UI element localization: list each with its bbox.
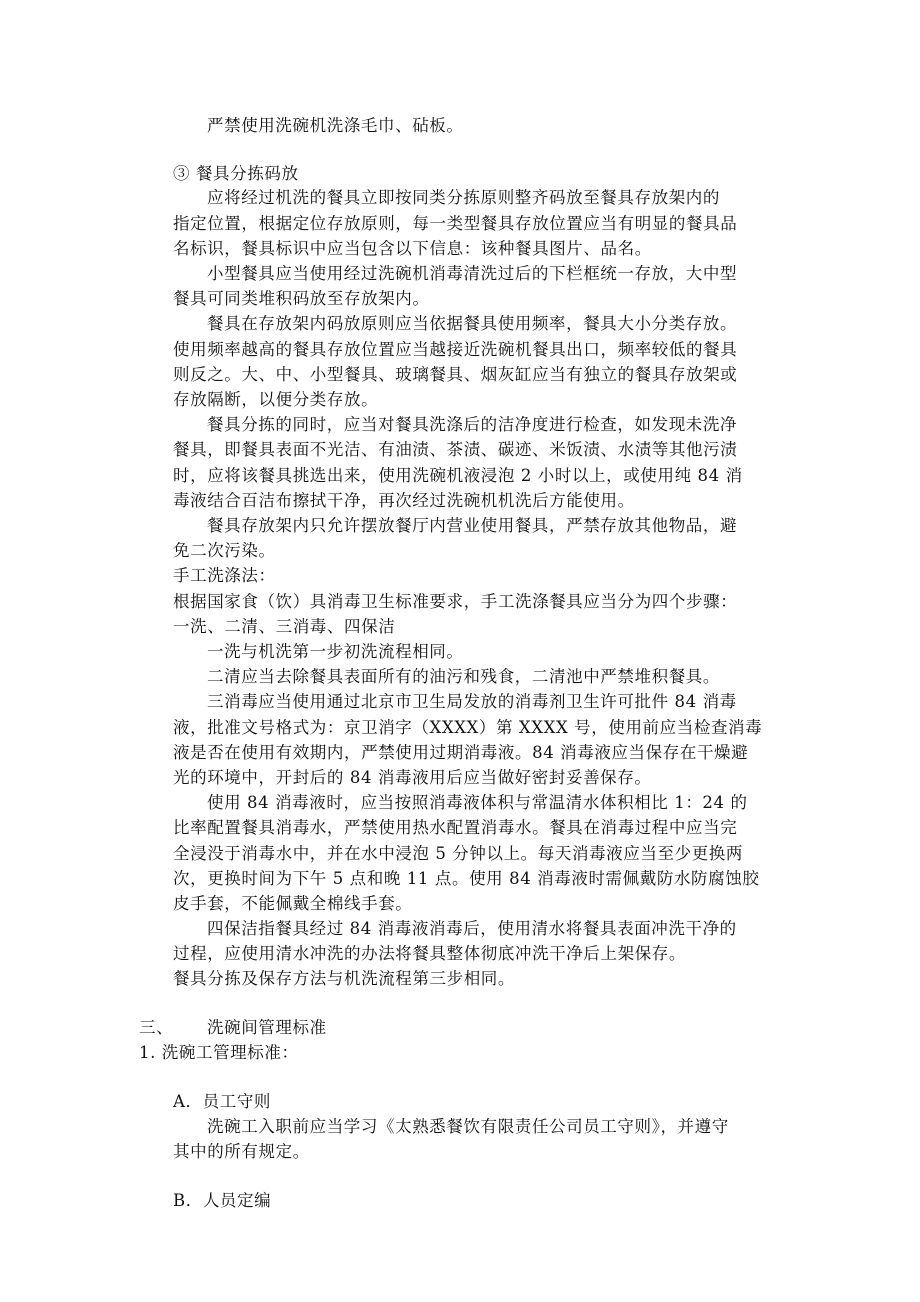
paragraph-line: 液，批准文号格式为：京卫消字（XXXX）第 XXXX 号，使用前应当检查消毒	[173, 718, 763, 737]
paragraph-line: 存放隔断，以便分类存放。	[173, 390, 379, 409]
paragraph-line: 全浸没于消毒水中，并在水中浸泡 5 分钟以上。每天消毒液应当至少更换两	[173, 844, 743, 863]
paragraph-line: 名标识，餐具标识中应当包含以下信息：该种餐具图片、品名。	[173, 239, 652, 258]
paragraph-line: 一洗、二清、三消毒、四保洁	[173, 617, 396, 636]
paragraph-line: 洗碗工入职前应当学习《太熟悉餐饮有限责任公司员工守则》，并遵守	[207, 1117, 729, 1136]
paragraph-line: 其中的所有规定。	[173, 1142, 310, 1161]
paragraph-line: 根据国家食（饮）具消毒卫生标准要求，手工洗涤餐具应当分为四个步骤：	[173, 592, 738, 611]
paragraph-line: 光的环境中，开封后的 84 消毒液用后应当做好密封妥善保存。	[173, 768, 652, 787]
section-number: 三、	[139, 1018, 174, 1037]
paragraph-line: 则反之。大、中、小型餐具、玻璃餐具、烟灰缸应当有独立的餐具存放架或	[173, 365, 738, 384]
paragraph-line: 时，应将该餐具挑选出来，使用洗碗机液浸泡 2 小时以上，或使用纯 84 消	[173, 466, 743, 485]
paragraph-line: 小型餐具应当使用经过洗碗机消毒清洗过后的下栏框统一存放，大中型	[207, 264, 738, 283]
paragraph-line: 四保洁指餐具经过 84 消毒液消毒后，使用清水将餐具表面冲洗干净的	[207, 919, 737, 938]
paragraph-line: 餐具，即餐具表面不光洁、有油渍、茶渍、碳迹、米饭渍、水渍等其他污渍	[173, 440, 738, 459]
paragraph-line: 餐具可同类堆积码放至存放架内。	[173, 289, 430, 308]
item-heading-a: A．员工守则	[173, 1092, 272, 1111]
paragraph-line: 应将经过机洗的餐具立即按同类分拣原则整齐码放至餐具存放架内的	[207, 188, 720, 207]
paragraph-line: 过程，应使用清水冲洗的办法将餐具整体彻底冲洗干净后上架保存。	[173, 944, 686, 963]
subsection-heading: 1. 洗碗工管理标准：	[139, 1043, 299, 1062]
paragraph-line: 餐具存放架内只允许摆放餐厅内营业使用餐具，严禁存放其他物品，避	[207, 516, 738, 535]
subheading-manual-wash: 手工洗涤法：	[173, 566, 276, 585]
paragraph-line: 严禁使用洗碗机洗涤毛巾、砧板。	[207, 116, 464, 135]
item-heading-b: B．人员定编	[173, 1191, 272, 1210]
paragraph-line: 餐具在存放架内码放原则应当依据餐具使用频率，餐具大小分类存放。	[207, 314, 738, 333]
paragraph-line: 次，更换时间为下午 5 点和晚 11 点。使用 84 消毒液时需佩戴防水防腐蚀胶	[173, 869, 760, 888]
section-heading: 洗碗间管理标准	[207, 1018, 327, 1037]
paragraph-line: 比率配置餐具消毒水，严禁使用热水配置消毒水。餐具在消毒过程中应当完	[173, 818, 738, 837]
paragraph-line: 使用 84 消毒液时，应当按照消毒液体积与常温清水体积相比 1：24 的	[207, 793, 748, 812]
paragraph-line: 餐具分拣及保存方法与机洗流程第三步相同。	[173, 969, 515, 988]
paragraph-line: 毒液结合百洁布擦拭干净，再次经过洗碗机机洗后方能使用。	[173, 491, 635, 510]
paragraph-line: 液是否在使用有效期内，严禁使用过期消毒液。84 消毒液应当保存在干燥避	[173, 743, 749, 762]
paragraph-line: 餐具分拣的同时，应当对餐具洗涤后的洁净度进行检查，如发现未洗净	[207, 415, 738, 434]
paragraph-line: 免二次污染。	[173, 541, 276, 560]
paragraph-line: 使用频率越高的餐具存放位置应当越接近洗碗机餐具出口，频率较低的餐具	[173, 340, 738, 359]
paragraph-line: 一洗与机洗第一步初洗流程相同。	[207, 642, 464, 661]
subheading-sorting: ③ 餐具分拣码放	[173, 164, 299, 183]
paragraph-line: 二清应当去除餐具表面所有的油污和残食，二清池中严禁堆积餐具。	[207, 667, 720, 686]
paragraph-line: 皮手套，不能佩戴全棉线手套。	[173, 894, 413, 913]
paragraph-line: 指定位置，根据定位存放原则，每一类型餐具存放位置应当有明显的餐具品	[173, 214, 738, 233]
paragraph-line: 三消毒应当使用通过北京市卫生局发放的消毒剂卫生许可批件 84 消毒	[207, 692, 737, 711]
